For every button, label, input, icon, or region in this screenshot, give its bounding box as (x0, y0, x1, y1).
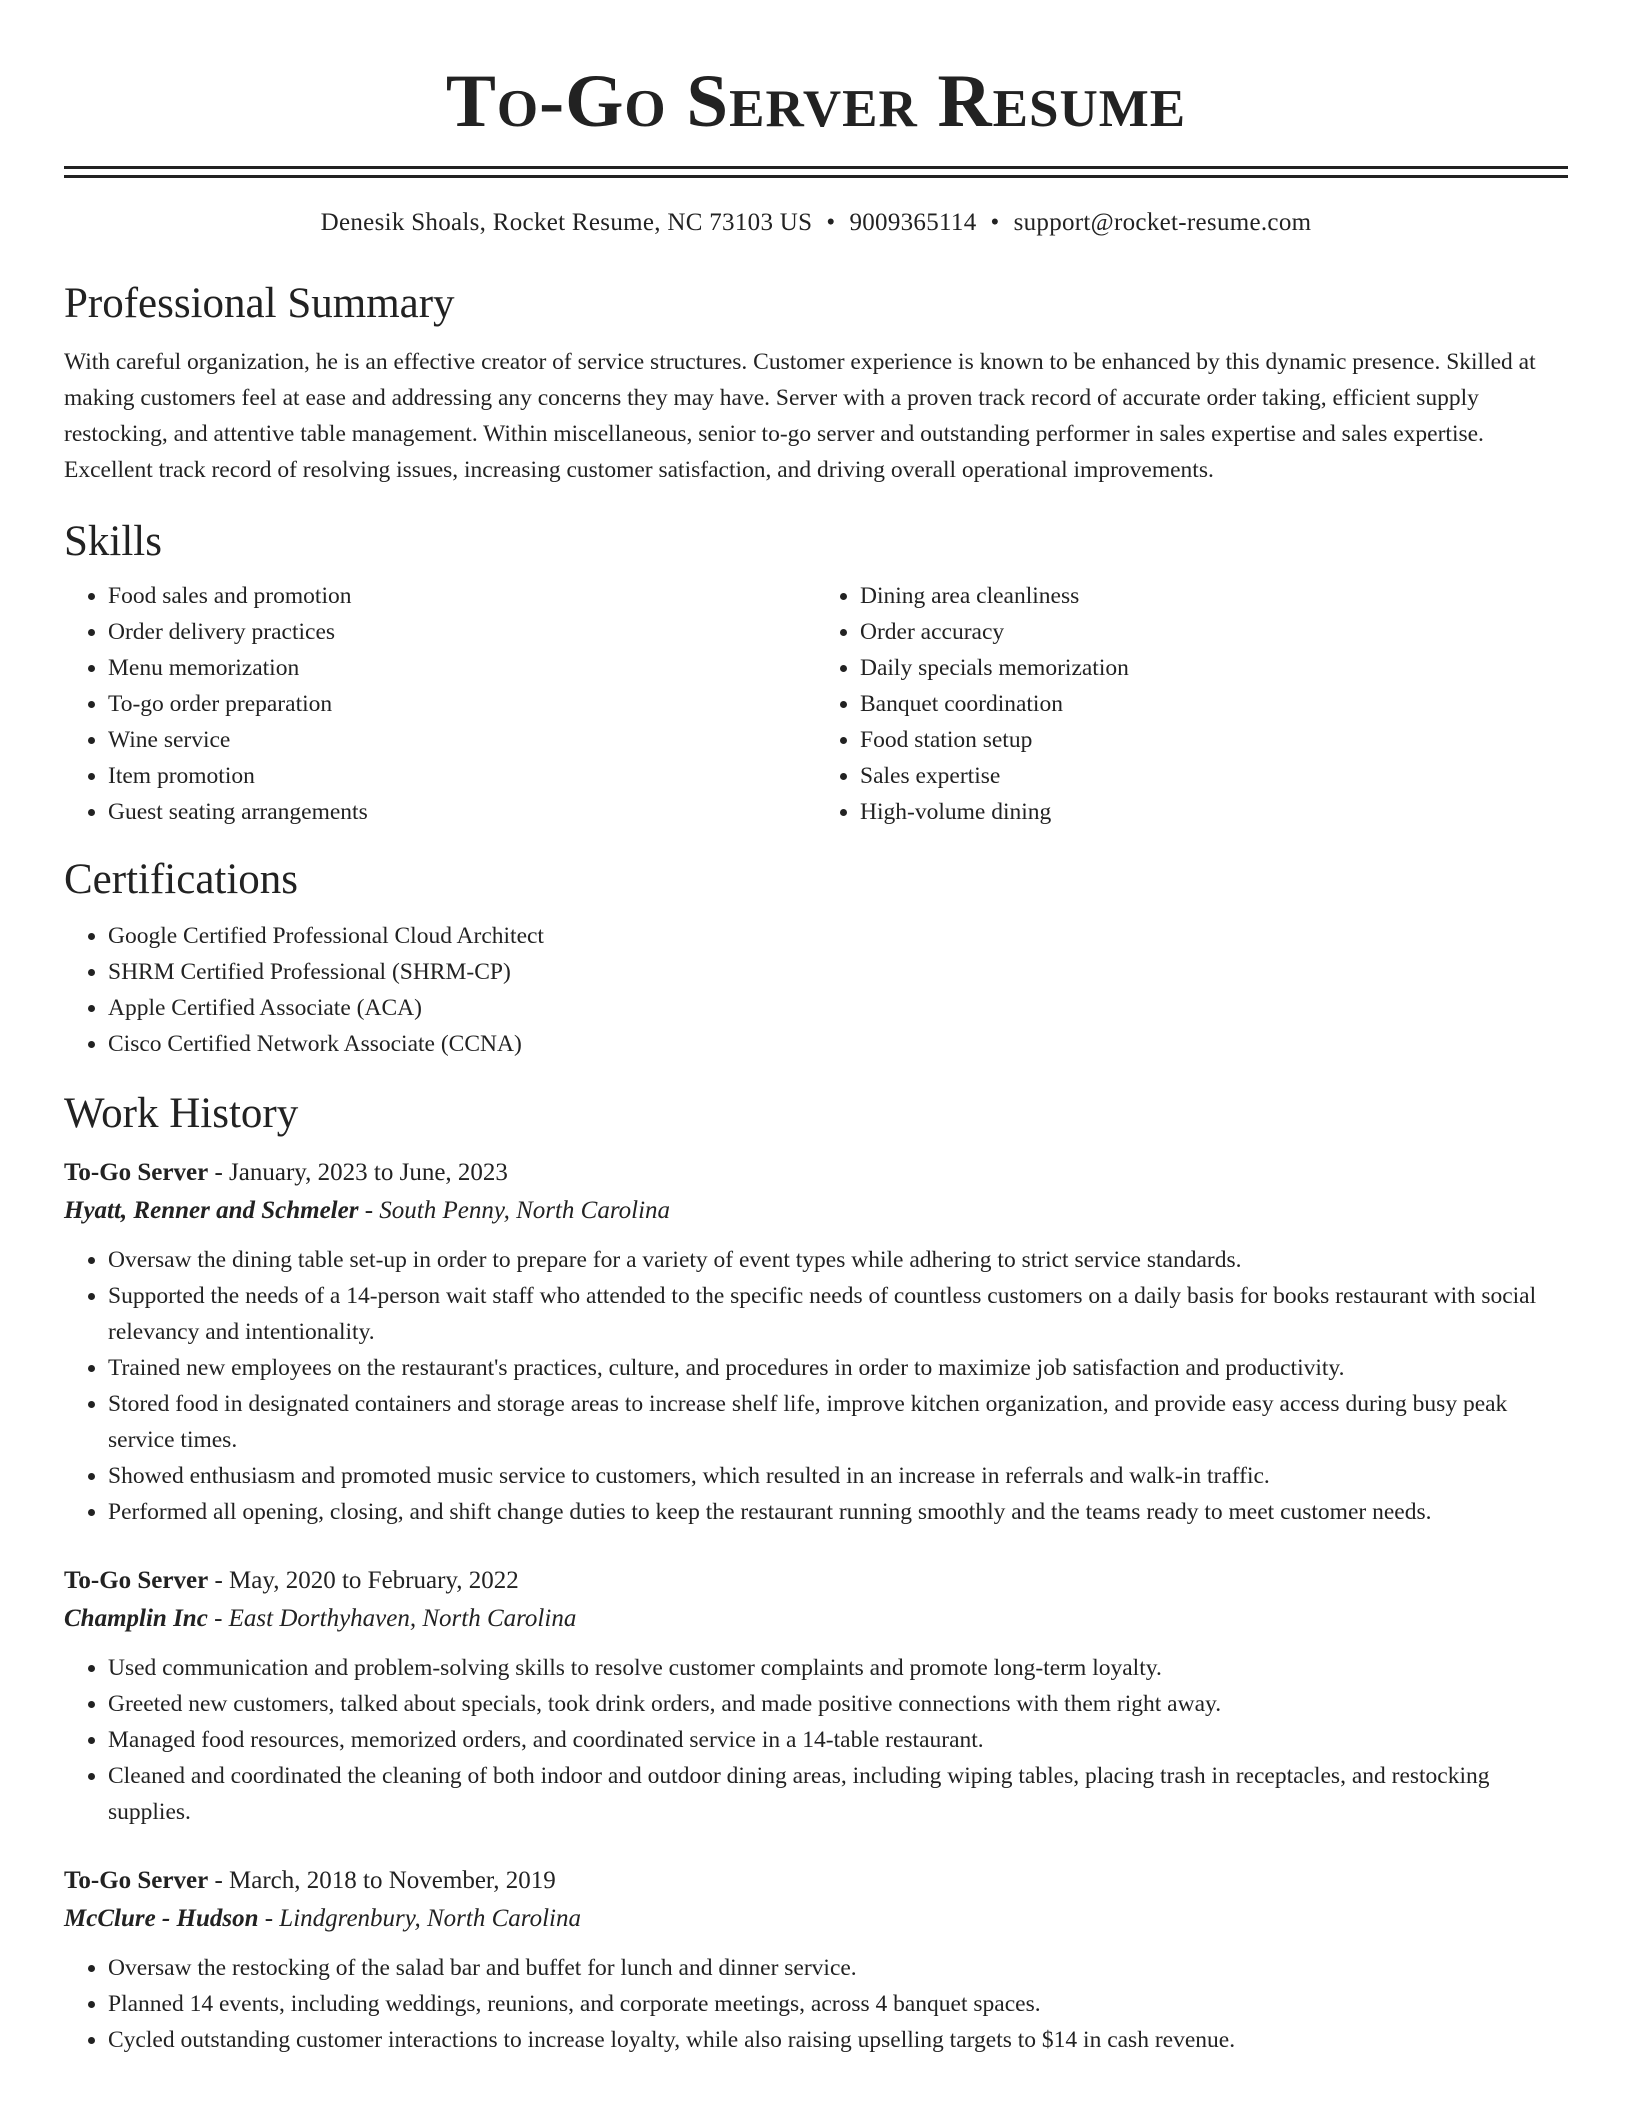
skill-item: • Daily specials memorization (860, 650, 1568, 686)
skill-item: • To-go order preparation (108, 686, 816, 722)
skill-item: • Food station setup (860, 722, 1568, 758)
job-bullets (64, 1950, 1568, 2058)
contact-separator: • (826, 209, 836, 236)
job-bullets (64, 1650, 1568, 1830)
job-bullet: • Planned 14 events, including weddings, reunions, and corporate meetings, across 4 banquet spaces. (108, 1986, 1568, 2022)
job-dates: - May, 2020 to February, 2022 (208, 1567, 519, 1594)
job-bullets (64, 1242, 1568, 1530)
job-company-line (64, 1192, 1568, 1230)
job-company: McClure - Hudson (64, 1905, 259, 1932)
job-bullet: • Showed enthusiasm and promoted music service to customers, which resulted in an increase in referrals and walk-in traffic. (108, 1458, 1568, 1494)
job-dates: - March, 2018 to November, 2019 (208, 1867, 556, 1894)
skills-columns (64, 578, 1568, 830)
certification-item: • Cisco Certified Network Associate (CCNA) (108, 1026, 1568, 1062)
skill-item: • Wine service (108, 722, 816, 758)
job-bullet: • Greeted new customers, talked about specials, took drink orders, and made positive connections with them right away. (108, 1686, 1568, 1722)
skill-item: • Banquet coordination (860, 686, 1568, 722)
skill-item: • High-volume dining (860, 794, 1568, 830)
job-company: Champlin Inc (64, 1605, 208, 1632)
skill-item: • Item promotion (108, 758, 816, 794)
job-location: - East Dorthyhaven, North Carolina (207, 1605, 577, 1632)
certifications-heading: Certifications (64, 856, 299, 903)
skill-item: • Sales expertise (860, 758, 1568, 794)
contact-address: Denesik Shoals, Rocket Resume, NC 73103 US (320, 209, 813, 236)
title-rule-top (64, 166, 1568, 169)
job-title: To-Go Server (64, 1867, 209, 1894)
job-header (64, 1154, 1568, 1192)
certifications-list (64, 918, 1568, 1062)
contact-line (64, 206, 1568, 240)
job-bullet: • Cleaned and coordinated the cleaning of both indoor and outdoor dining areas, including wiping tables, placing trash in receptacles, and restocking supplies. (108, 1758, 1568, 1830)
skills-list-left (64, 578, 816, 830)
certification-item: • SHRM Certified Professional (SHRM-CP) (108, 954, 1568, 990)
skill-item: • Guest seating arrangements (108, 794, 816, 830)
job-header (64, 1562, 1568, 1600)
job-entry (64, 1562, 1568, 1830)
title-rule-bottom (64, 175, 1568, 178)
job-bullet: • Trained new employees on the restaurant's practices, culture, and procedures in order to maximize job satisfaction and productivity. (108, 1350, 1568, 1386)
job-entry (64, 1862, 1568, 2058)
job-bullet: • Oversaw the restocking of the salad bar and buffet for lunch and dinner service. (108, 1950, 1568, 1986)
skill-item: • Menu memorization (108, 650, 816, 686)
certification-item: • Apple Certified Associate (ACA) (108, 990, 1568, 1026)
summary-text: With careful organization, he is an effective creator of service structures. Customer experience is known to be enhanced by this dynamic presence. Skilled at making customers feel at ease and addressing any concerns they may have. Server with a proven track record of accurate order taking, efficient supply restocking, and attentive table management. Within miscellaneous, senior to-go server and outstanding performer in sales expertise and sales expertise. Excellent track record of resolving issues, increasing customer satisfaction, and driving overall operational improvements. (64, 349, 1536, 483)
skill-item: • Dining area cleanliness (860, 578, 1568, 614)
job-company-line (64, 1900, 1568, 1938)
contact-email: support@rocket-resume.com (1013, 209, 1312, 236)
summary-heading: Professional Summary (64, 280, 455, 327)
work-history-heading: Work History (64, 1090, 299, 1137)
skills-list-right (816, 578, 1568, 830)
skill-item: • Order accuracy (860, 614, 1568, 650)
job-bullet: • Performed all opening, closing, and shift change duties to keep the restaurant running smoothly and the teams ready to meet customer needs. (108, 1494, 1568, 1530)
job-company: Hyatt, Renner and Schmeler (64, 1197, 359, 1224)
job-entry (64, 1154, 1568, 1530)
job-bullet: • Supported the needs of a 14-person wait staff who attended to the specific needs of countless customers on a daily basis for books restaurant with social relevancy and intentionality. (108, 1278, 1568, 1350)
resume-title: To-Go Server Resume (445, 60, 1187, 143)
job-title: To-Go Server (64, 1567, 209, 1594)
job-dates: - January, 2023 to June, 2023 (208, 1159, 508, 1186)
skills-heading: Skills (64, 518, 162, 565)
job-location: - Lindgrenbury, North Carolina (258, 1905, 581, 1932)
job-location: - South Penny, North Carolina (358, 1197, 671, 1224)
job-bullet: • Oversaw the dining table set-up in order to prepare for a variety of event types while adhering to strict service standards. (108, 1242, 1568, 1278)
skill-item: • Food sales and promotion (108, 578, 816, 614)
job-bullet: • Managed food resources, memorized orders, and coordinated service in a 14-table restaurant. (108, 1722, 1568, 1758)
certification-item: • Google Certified Professional Cloud Architect (108, 918, 1568, 954)
job-bullet: • Cycled outstanding customer interactions to increase loyalty, while also raising upselling targets to $14 in cash revenue. (108, 2022, 1568, 2058)
job-bullet: • Used communication and problem-solving skills to resolve customer complaints and promote long-term loyalty. (108, 1650, 1568, 1686)
job-header (64, 1862, 1568, 1900)
job-bullet: • Stored food in designated containers and storage areas to increase shelf life, improve kitchen organization, and provide easy access during busy peak service times. (108, 1386, 1568, 1458)
skill-item: • Order delivery practices (108, 614, 816, 650)
contact-phone: 9009365114 (849, 209, 977, 236)
job-company-line (64, 1600, 1568, 1638)
resume-page (64, 0, 1568, 2058)
job-title: To-Go Server (64, 1159, 209, 1186)
contact-separator: • (990, 209, 1000, 236)
